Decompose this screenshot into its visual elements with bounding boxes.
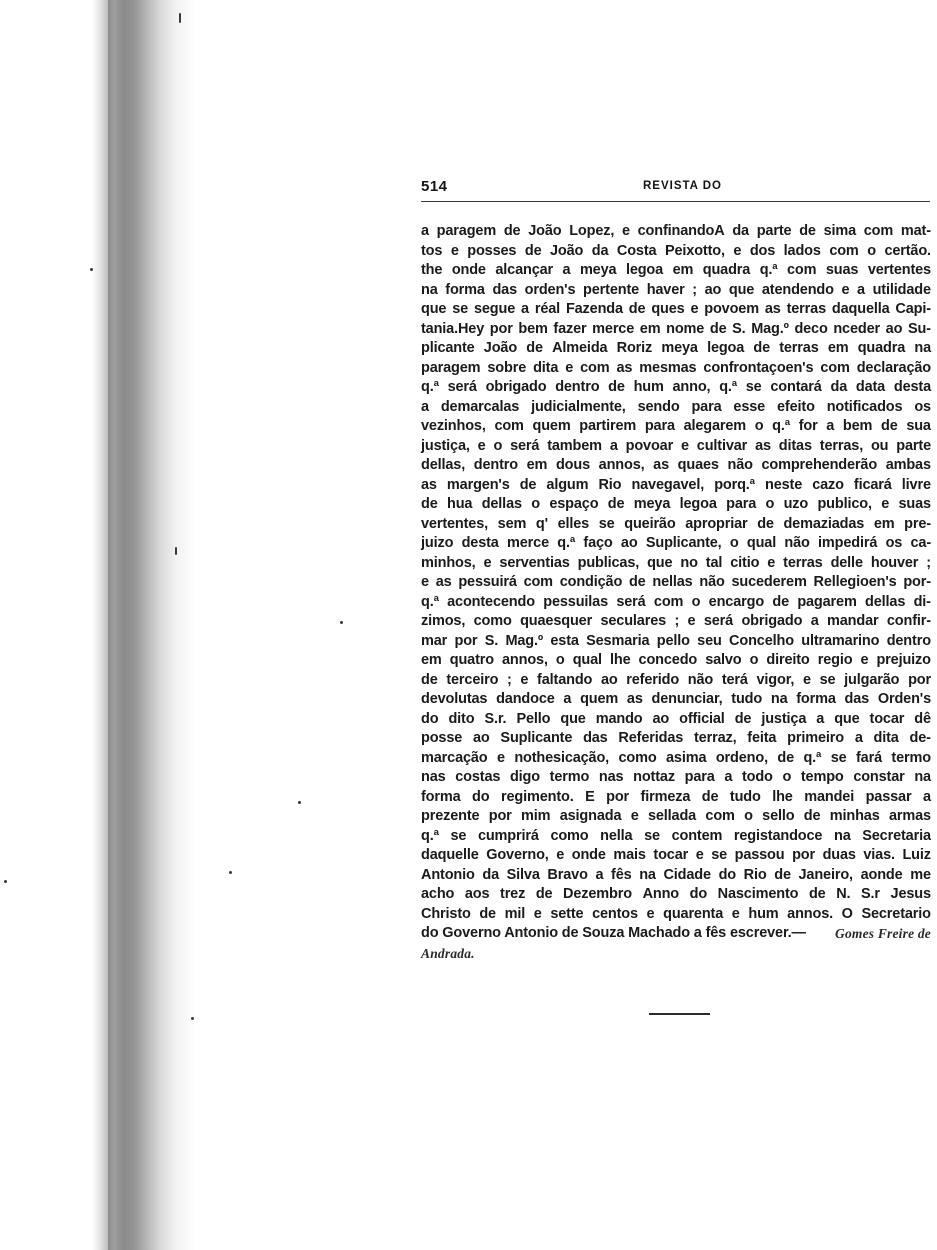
text-line: de hua dellas o espaço de meya legoa para o uzo publico, e suas — [421, 496, 931, 512]
text-line: marcação e nothesicação, como asima ordeno, de q.ª se fará termo — [421, 749, 931, 766]
text-line: q.ª acontecendo pessuilas será com o encargo de pagarem dellas di- — [421, 593, 931, 610]
text-line: plicante João de Almeida Roriz meya legoa de terras em quadra na — [421, 340, 931, 356]
text-line: as margen's de algum Rio navegavel, porq.ª neste cazo ficará livre — [421, 476, 931, 493]
text-line-closing — [421, 924, 931, 944]
text-line: acho aos trez de Dezembro Anno do Nascimento de N. S.r Jesus — [421, 886, 931, 902]
paper-speck — [179, 13, 181, 23]
text-line: daquelle Governo, e onde mais tocar e se passou por duas vias. Luiz — [421, 847, 931, 863]
paper-speck — [4, 880, 7, 883]
text-line: Antonio da Silva Bravo a fês na Cidade do Rio de Janeiro, aonde me — [421, 866, 931, 883]
text-line: q.ª se cumprirá como nella se contem registandoce na Secretaria — [421, 827, 931, 844]
text-line: em quatro annos, o qual lhe concedo salvo o direito regio e prejuizo — [421, 652, 931, 668]
signature-second-part: Andrada. — [421, 945, 475, 961]
text-line: Christo de mil e sette centos e quarenta e hum annos. O Secretario — [421, 905, 931, 922]
text-line: minhos, e serventias publicas, que no tal citio e terras delle houver ; — [421, 554, 931, 571]
text-line: e as pessuirá com condição de nellas não sucederem Rellegioen's por- — [421, 574, 931, 590]
text-line: posse ao Suplicante das Referidas terraz, feita primeiro a dita de- — [421, 730, 931, 746]
text-line: a demarcalas judicialmente, sendo para esse efeito notificados os — [421, 398, 931, 415]
text-line: forma do regimento. E por firmeza de tudo lhe mandei passar a — [421, 788, 931, 805]
text-line: devolutas dandoce a quem as denunciar, tudo na forma das Orden's — [421, 691, 931, 707]
text-line: mar por S. Mag.º esta Sesmaria pello seu Concelho ultramarino dentro — [421, 632, 931, 649]
text-line: justiça, e o será tambem a povoar e cultivar as ditas terras, ou parte — [421, 437, 931, 454]
text-line: vertentes, sem q' elles se queirão apropriar de demaziadas em pre- — [421, 515, 931, 532]
text-line: dellas, dentro em dous annos, as quaes não comprehenderão ambas — [421, 457, 931, 473]
text-line: vezinhos, com quem partirem para alegarem o q.ª for a bem de sua — [421, 418, 931, 434]
paper-speck — [90, 268, 93, 271]
text-line: q.ª será obrigado dentro de hum anno, q.ª se contará da data desta — [421, 379, 931, 395]
text-line: na forma das orden's pertente haver ; ao que atendendo e a utilidade — [421, 281, 931, 298]
closing-rule — [649, 1013, 710, 1015]
page-number: 514 — [421, 178, 448, 195]
binding-edge — [108, 0, 114, 1250]
text-line: do dito S.r. Pello que mando ao official de justiça a que tocar dê — [421, 710, 931, 727]
text-line: de terceiro ; e faltando ao referido não terá vigor, e se julgarão por — [421, 671, 931, 688]
header-rule — [421, 201, 930, 202]
closing-sentence: do Governo Antonio de Souza Machado a fês escrever.— — [421, 925, 806, 941]
paper-speck — [191, 1017, 194, 1020]
running-title: REVISTA DO — [643, 180, 723, 192]
binding-shadow — [0, 0, 200, 1250]
text-line-signature — [421, 944, 931, 964]
signature-first-part: Gomes Freire de — [835, 926, 931, 941]
page-header — [421, 178, 931, 198]
text-line: juizo desta merce q.ª faço ao Suplicante, o qual não impedirá os ca- — [421, 535, 931, 551]
paper-speck — [340, 621, 343, 624]
body-text — [421, 222, 931, 963]
text-line: prezente por mim asignada e sellada com o sello de minhas armas — [421, 808, 931, 824]
paper-speck — [175, 547, 177, 555]
paper-speck — [298, 801, 301, 804]
text-line: tos e posses de João da Costa Peixotto, e dos lados com o certão. — [421, 242, 931, 259]
text-line: que se segue a réal Fazenda de ques e povoem as terras daquella Capi- — [421, 301, 931, 317]
text-line: paragem sobre dita e com as mesmas confrontaçoen's com declaração — [421, 359, 931, 376]
text-line: tania.Hey por bem fazer merce em nome de S. Mag.º deco nceder ao Su- — [421, 320, 931, 337]
paper-speck — [229, 871, 232, 874]
text-line: zimos, como quaesquer seculares ; e será obrigado a mandar confir- — [421, 613, 931, 629]
text-line: a paragem de João Lopez, e confinandoA da parte de sima com mat- — [421, 223, 931, 239]
text-line: the onde alcançar a meya legoa em quadra q.ª com suas vertentes — [421, 262, 931, 278]
text-line: nas costas digo termo nas nottaz para a todo o tempo constar na — [421, 769, 931, 785]
